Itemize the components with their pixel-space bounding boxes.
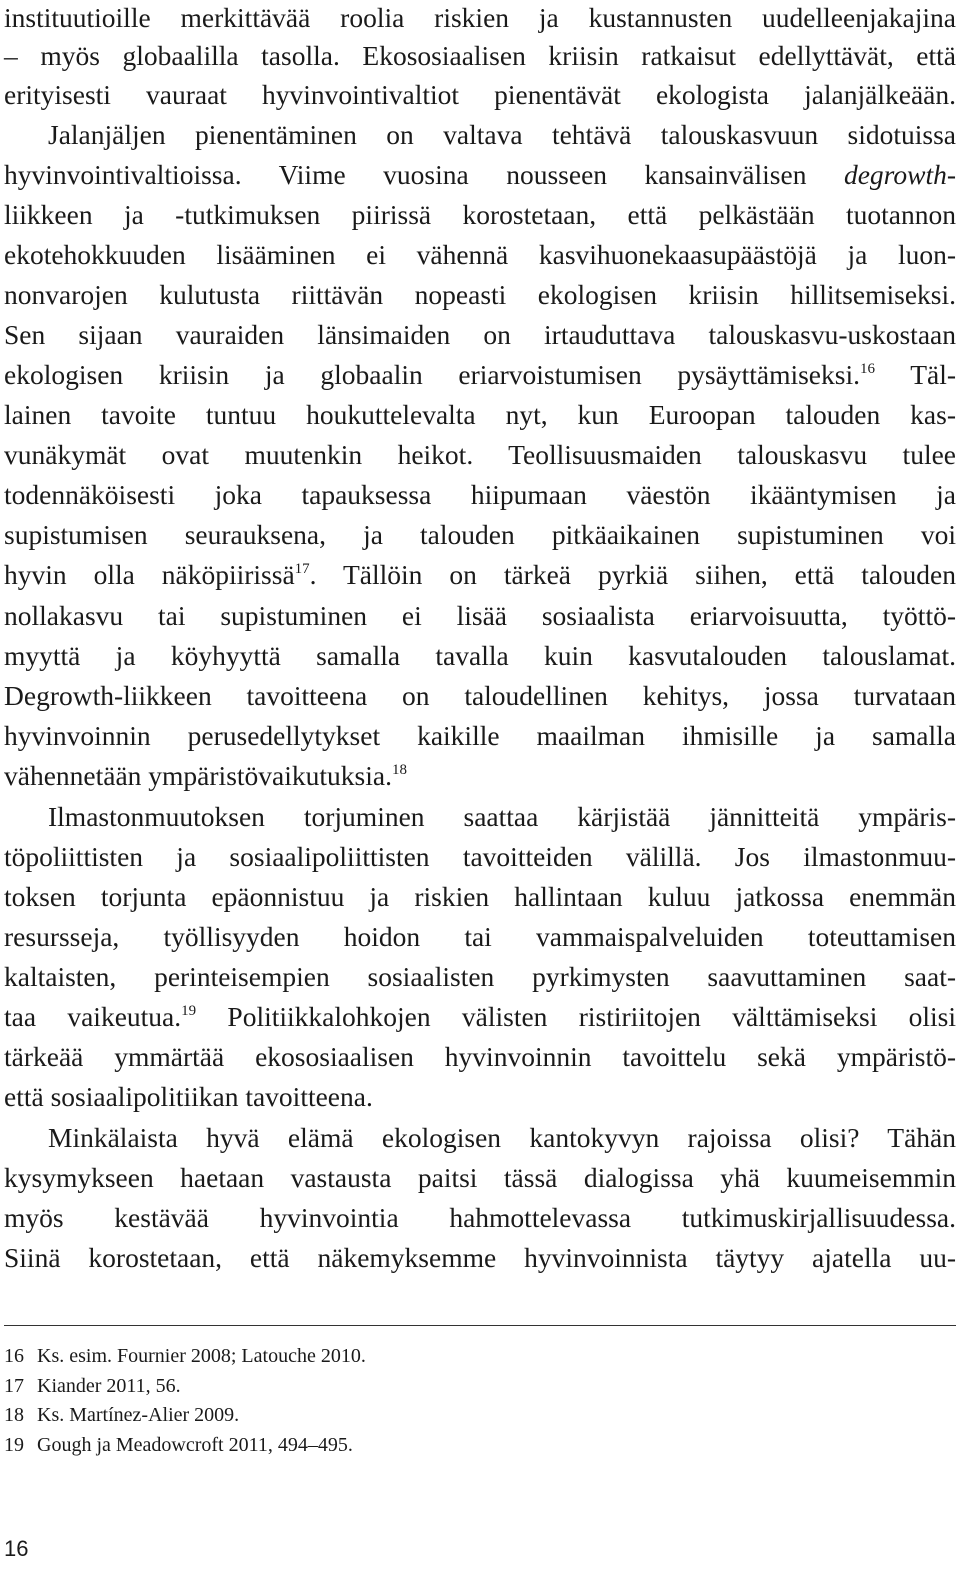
text-run: hyvinvoinnin perusedellytykset kaikille maailman ihmisille ja samalla — [4, 720, 956, 751]
text-line — [4, 1077, 956, 1117]
footnote-number: 17 — [4, 1375, 24, 1397]
text-run: – myös globaalilla tasolla. Ekososiaalisen kriisin ratkaisut edellyttävät, että — [4, 40, 956, 71]
text-run: Täl- — [874, 359, 956, 390]
footnote-number: 16 — [4, 1345, 24, 1367]
text-line — [4, 756, 956, 796]
text-run: ekotehokkuuden lisääminen ei vähennä kasvihuonekaasupäästöjä ja luon- — [4, 239, 956, 270]
text-run: Degrowth-liikkeen tavoitteena on taloudellinen kehitys, jossa turvataan — [4, 680, 956, 711]
footnote-number: 18 — [4, 1404, 24, 1426]
footnote-ref: 18 — [391, 762, 407, 778]
text-run: kaltaisten, perinteisempien sosiaalisten pyrkimysten saavuttaminen saat- — [4, 961, 956, 992]
text-run: ekologisen kriisin ja globaalin eriarvoistumisen pysäyttämiseksi. — [4, 359, 860, 390]
text-run: liikkeen ja -tutkimuksen piirissä korostetaan, että pelkästään tuotannon — [4, 199, 956, 230]
text-line — [4, 435, 956, 475]
text-run: toksen torjunta epäonnistuu ja riskien hallintaan kuluu jatkossa enemmän — [4, 881, 956, 912]
text-line — [4, 275, 956, 315]
text-run: todennäköisesti joka tapauksessa hiipumaan väestön ikääntymisen ja — [4, 479, 956, 510]
text-line — [4, 877, 956, 917]
text-line — [4, 1037, 956, 1077]
italic-term: degrowth- — [843, 159, 956, 190]
text-line — [4, 395, 956, 435]
footnote-text: Ks. Martínez-Alier 2009. — [37, 1404, 240, 1426]
text-line — [4, 36, 956, 76]
text-run: nollakasvu tai supistuminen ei lisää sosiaalista eriarvoisuutta, työttö- — [4, 600, 956, 631]
footnote — [4, 1401, 239, 1429]
text-line — [4, 917, 956, 957]
footnote-text: Kiander 2011, 56. — [37, 1375, 181, 1397]
footnote-ref: 17 — [294, 561, 310, 577]
text-line — [4, 1158, 956, 1198]
text-line — [4, 515, 956, 555]
text-run: lainen tavoite tuntuu houkuttelevalta nyt, kun Euroopan talouden kas- — [4, 399, 956, 430]
text-run: taa vaikeutua. — [4, 1001, 182, 1032]
text-line — [4, 636, 956, 676]
text-line — [4, 716, 956, 756]
text-line — [4, 957, 956, 997]
text-line — [4, 195, 956, 235]
text-run: että sosiaalipolitiikan tavoitteena. — [4, 1081, 373, 1112]
text-line — [4, 837, 956, 877]
text-run: . Tällöin on tärkeä pyrkiä siihen, että talouden — [309, 559, 956, 590]
text-run: hyvinvointivaltioissa. Viime vuosina nousseen kansainvälisen — [4, 159, 844, 190]
text-run: Sen sijaan vauraiden länsimaiden on irtauduttava talouskasvu-uskostaan — [4, 319, 956, 350]
text-line — [4, 596, 956, 636]
text-run: Minkälaista hyvä elämä ekologisen kantokyvyn rajoissa olisi? Tähän — [48, 1122, 956, 1153]
text-run: töpoliittisten ja sosiaalipoliittisten tavoitteiden välillä. Jos ilmastonmuu- — [4, 841, 956, 872]
footnote — [4, 1431, 353, 1459]
text-line — [48, 1118, 956, 1158]
page-number: 16 — [4, 1536, 29, 1561]
footnote-number: 19 — [4, 1434, 24, 1456]
footnote-text: Ks. esim. Fournier 2008; Latouche 2010. — [37, 1345, 366, 1367]
text-run: supistumisen seurauksena, ja talouden pitkäaikainen supistuminen voi — [4, 519, 956, 550]
text-line — [48, 797, 956, 837]
text-line — [4, 1238, 956, 1278]
footnote — [4, 1342, 366, 1370]
text-run: instituutioille merkittävää roolia riskien ja kustannusten uudelleenjakajina — [4, 2, 956, 33]
footnote-ref: 16 — [859, 361, 875, 377]
text-line — [48, 115, 956, 155]
text-run: nonvarojen kulutusta riittävän nopeasti ekologisen kriisin hillitsemiseksi. — [4, 279, 956, 310]
text-line — [4, 75, 956, 115]
text-run: Siinä korostetaan, että näkemyksemme hyvinvoinnista täytyy ajatella uu- — [4, 1242, 956, 1273]
text-run: erityisesti vauraat hyvinvointivaltiot pienentävät ekologista jalanjälkeään. — [4, 79, 956, 110]
text-run: myyttä ja köyhyyttä samalla tavalla kuin kasvutalouden talouslamat. — [4, 640, 956, 671]
text-run: hyvin olla näköpiirissä — [4, 559, 295, 590]
text-line — [4, 1198, 956, 1238]
text-line — [4, 475, 956, 515]
text-run: vunäkymät ovat muutenkin heikot. Teollisuusmaiden talouskasvu tulee — [4, 439, 956, 470]
text-run: Ilmastonmuutoksen torjuminen saattaa kärjistää jännitteitä ympäris- — [48, 801, 956, 832]
text-run: Politiikkalohkojen välisten ristiriitojen välttämiseksi olisi — [196, 1001, 956, 1032]
footnote-divider — [4, 1325, 956, 1326]
text-line — [4, 0, 956, 38]
text-line — [4, 315, 956, 355]
text-run: Jalanjäljen pienentäminen on valtava tehtävä talouskasvuun sidotuissa — [48, 119, 956, 150]
footnote-text: Gough ja Meadowcroft 2011, 494–495. — [37, 1434, 353, 1456]
text-line — [4, 997, 956, 1037]
text-run: kysymykseen haetaan vastausta paitsi tässä dialogissa yhä kuumeisemmin — [4, 1162, 956, 1193]
text-run: resursseja, työllisyyden hoidon tai vammaispalveluiden toteuttamisen — [4, 921, 956, 952]
text-line — [4, 235, 956, 275]
footnote-ref: 19 — [181, 1003, 197, 1019]
text-run: vähennetään ympäristövaikutuksia. — [4, 760, 392, 791]
footnote — [4, 1372, 181, 1400]
text-line — [4, 355, 956, 395]
text-line — [4, 555, 956, 595]
text-run: tärkeää ymmärtää ekososiaalisen hyvinvoinnin tavoittelu sekä ympäristö- — [4, 1041, 956, 1072]
text-line — [4, 155, 956, 195]
text-line — [4, 676, 956, 716]
text-run: myös kestävää hyvinvointia hahmottelevassa tutkimuskirjallisuudessa. — [4, 1202, 956, 1233]
